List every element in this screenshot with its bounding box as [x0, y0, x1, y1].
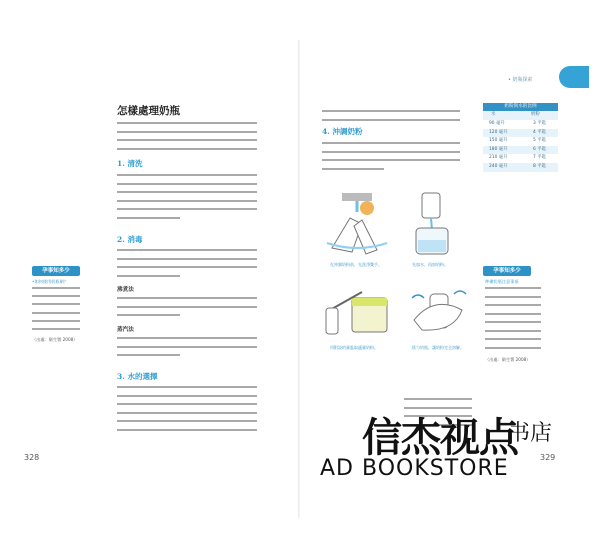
text-line: [117, 346, 257, 348]
text-line: [32, 312, 80, 314]
text-line: [117, 148, 257, 150]
text-line: [117, 208, 257, 210]
ratio-table-powder-cell: 5 平匙: [533, 138, 546, 144]
text-line: [485, 313, 541, 315]
page-number-left: 328: [24, 453, 40, 462]
shake-bottle-illustration: [404, 280, 479, 340]
text-line: [485, 296, 541, 298]
sidebox-heading-right: 孕事知多少: [483, 266, 531, 276]
ratio-table-col-powder: 奶粉: [531, 112, 540, 117]
scoop-powder-illustration: [322, 280, 397, 340]
ratio-table-row: [483, 146, 558, 155]
text-line: [32, 303, 80, 305]
text-line: [117, 337, 257, 339]
ratio-table-water-cell: 240 毫升: [489, 164, 508, 169]
text-line: [117, 297, 257, 299]
text-line: [485, 347, 541, 349]
text-line: [322, 151, 460, 153]
ratio-table-powder-cell: 8 平匙: [533, 164, 546, 169]
text-line: [117, 412, 257, 414]
ratio-table-powder-cell: 6 平匙: [533, 146, 546, 152]
ratio-table-powder-cell: 7 平匙: [533, 155, 546, 161]
text-line: [485, 287, 541, 289]
text-line: [117, 306, 257, 308]
text-line: [117, 275, 180, 277]
text-line: [322, 110, 460, 112]
text-line: [117, 249, 257, 251]
text-line: [117, 183, 257, 185]
section-heading-water: 3. 水的選擇: [117, 372, 158, 381]
text-line: [404, 398, 472, 400]
text-line: [117, 122, 257, 124]
text-line: [117, 386, 257, 388]
text-line: [322, 142, 460, 144]
sidebox-subheading-left: •如何使用奶瓶刷？: [32, 279, 68, 284]
text-line: [117, 139, 257, 141]
text-line: [322, 159, 460, 161]
ratio-table-powder-cell: 3 平匙: [533, 121, 546, 126]
text-line: [322, 168, 384, 170]
text-line: [117, 200, 257, 202]
ratio-table-col-water: 水: [491, 112, 496, 117]
text-line: [322, 119, 460, 121]
caption-scoop-powder: 用附設的量匙取適量奶粉。: [330, 345, 378, 350]
chapter-tab: [559, 66, 589, 88]
text-line: [117, 266, 257, 268]
text-line: [32, 295, 80, 297]
bookstore-logo-chinese: 信杰视点: [362, 415, 518, 461]
text-line: [32, 320, 80, 322]
text-line: [485, 338, 541, 340]
ratio-table-row: [483, 120, 558, 129]
sidebox-heading-left: 孕事知多少: [32, 266, 80, 276]
ratio-table-water-cell: 120 毫升: [489, 129, 508, 135]
page-number-right: 329: [540, 453, 556, 462]
ratio-table-water-cell: 180 毫升: [489, 146, 508, 152]
subheading-boiling: 沸煮法: [117, 287, 134, 293]
text-line: [117, 429, 257, 431]
ratio-table-row: [483, 154, 558, 163]
ratio-table-water-cell: 150 毫升: [489, 138, 508, 144]
text-line: [117, 131, 257, 133]
text-line: [117, 314, 180, 316]
text-line: [117, 174, 257, 176]
bookstore-logo-suffix: 书店: [508, 421, 553, 446]
pour-water-illustration: [404, 188, 464, 258]
page-title: 怎樣處理奶瓶: [117, 105, 180, 117]
ratio-table-powder-cell: 4 平匙: [533, 129, 546, 135]
text-line: [32, 287, 80, 289]
text-line: [117, 217, 180, 219]
text-line: [485, 330, 541, 332]
subheading-steam: 蒸汽法: [117, 327, 134, 333]
ratio-table-row: [483, 137, 558, 146]
text-line: [117, 191, 257, 193]
caption-wash-hands: 在沖調奶粉前，先洗淨雙手。: [330, 262, 382, 267]
ratio-table-row: [483, 163, 558, 172]
bookstore-logo-english: AD BOOKSTORE: [320, 456, 509, 481]
text-line: [117, 420, 257, 422]
ratio-table-title: 奶粉與水的比例: [483, 103, 558, 111]
section-heading-sterilize: 2. 消毒: [117, 235, 143, 244]
ratio-table-header-row: [483, 111, 558, 120]
text-line: [117, 258, 257, 260]
ratio-table-water-cell: 210 毫升: [489, 155, 508, 161]
ratio-table-water-cell: 90 毫升: [489, 121, 505, 126]
text-line: [117, 403, 257, 405]
text-line: [117, 395, 257, 397]
sidebox-source-right: （出處：衛生署 2008）: [485, 357, 531, 362]
text-line: [32, 328, 80, 330]
hand-washing-illustration: [322, 188, 397, 258]
text-line: [485, 304, 541, 306]
text-line: [485, 321, 541, 323]
text-line: [117, 354, 180, 356]
ratio-table-row: [483, 129, 558, 138]
caption-shake-bottle: 搖勻奶瓶，讓奶粉完全溶解。: [412, 345, 464, 350]
section-heading-wash: 1. 清洗: [117, 159, 143, 168]
sidebox-source-left: （出處：衛生署 2008）: [32, 337, 78, 342]
chapter-tab-label: • 奶瓶探索: [508, 77, 533, 83]
sidebox-subheading-right: 準備奶瓶注意事項: [485, 279, 519, 284]
caption-add-water: 先加水，再加奶粉。: [412, 262, 448, 267]
section-heading-mixing: 4. 沖調奶粉: [322, 127, 363, 136]
